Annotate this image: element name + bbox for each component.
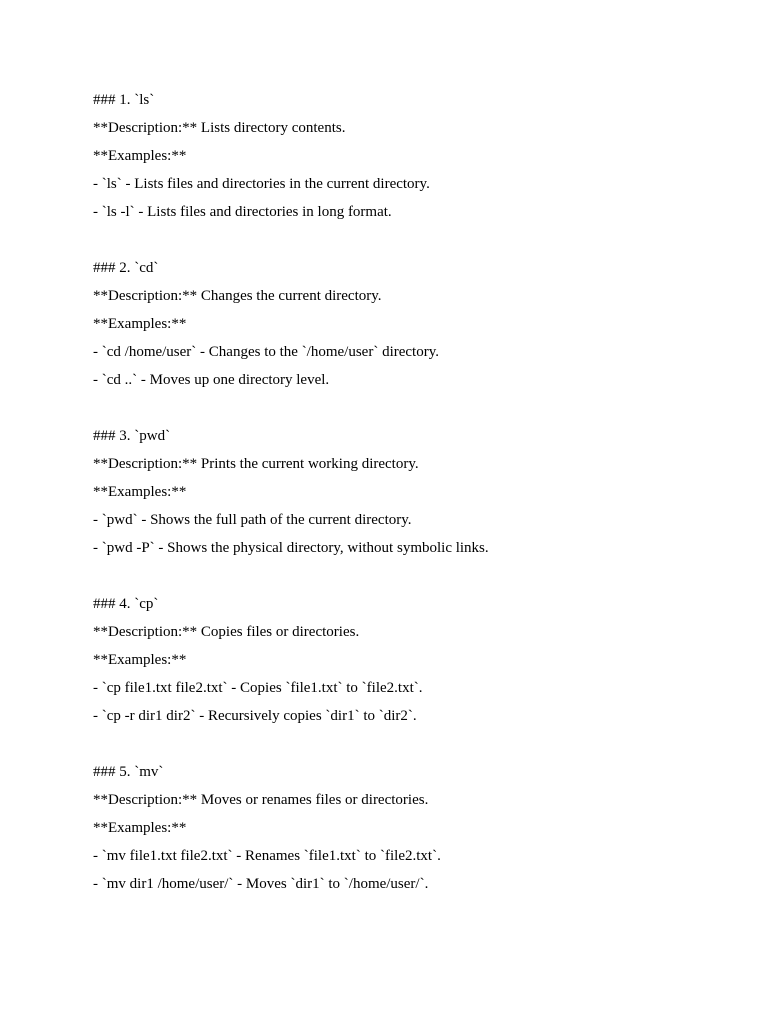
example-item: - `ls` - Lists files and directories in the current directory. [93, 176, 430, 192]
examples-label: **Examples:** [93, 316, 187, 332]
example-item: - `cd ..` - Moves up one directory level. [93, 372, 330, 388]
example-item: - `mv file1.txt file2.txt` - Renames `file1.txt` to `file2.txt`. [93, 848, 441, 864]
example-item: - `ls -l` - Lists files and directories in long format. [93, 204, 392, 220]
section-description: **Description:** Prints the current working directory. [93, 456, 419, 472]
example-item: - `cd /home/user` - Changes to the `/home/user` directory. [93, 344, 439, 360]
section-ls [93, 86, 733, 226]
section-pwd [93, 422, 733, 562]
example-item: - `cp -r dir1 dir2` - Recursively copies `dir1` to `dir2`. [93, 708, 417, 724]
section-description: **Description:** Changes the current directory. [93, 288, 382, 304]
section-description: **Description:** Moves or renames files or directories. [93, 792, 429, 808]
section-heading: ### 3. `pwd` [93, 428, 171, 444]
section-description: **Description:** Copies files or directories. [93, 624, 360, 640]
section-heading: ### 1. `ls` [93, 92, 155, 108]
examples-label: **Examples:** [93, 652, 187, 668]
example-item: - `cp file1.txt file2.txt` - Copies `file1.txt` to `file2.txt`. [93, 680, 423, 696]
section-heading: ### 4. `cp` [93, 596, 159, 612]
section-heading: ### 2. `cd` [93, 260, 159, 276]
section-description: **Description:** Lists directory contents. [93, 120, 346, 136]
section-cd [93, 254, 733, 394]
example-item: - `pwd -P` - Shows the physical directory, without symbolic links. [93, 540, 489, 556]
examples-label: **Examples:** [93, 484, 187, 500]
examples-label: **Examples:** [93, 148, 187, 164]
example-item: - `pwd` - Shows the full path of the current directory. [93, 512, 412, 528]
example-item: - `mv dir1 /home/user/` - Moves `dir1` to `/home/user/`. [93, 876, 429, 892]
section-heading: ### 5. `mv` [93, 764, 164, 780]
document-body [93, 86, 733, 926]
section-cp [93, 590, 733, 730]
section-mv [93, 758, 733, 898]
examples-label: **Examples:** [93, 820, 187, 836]
